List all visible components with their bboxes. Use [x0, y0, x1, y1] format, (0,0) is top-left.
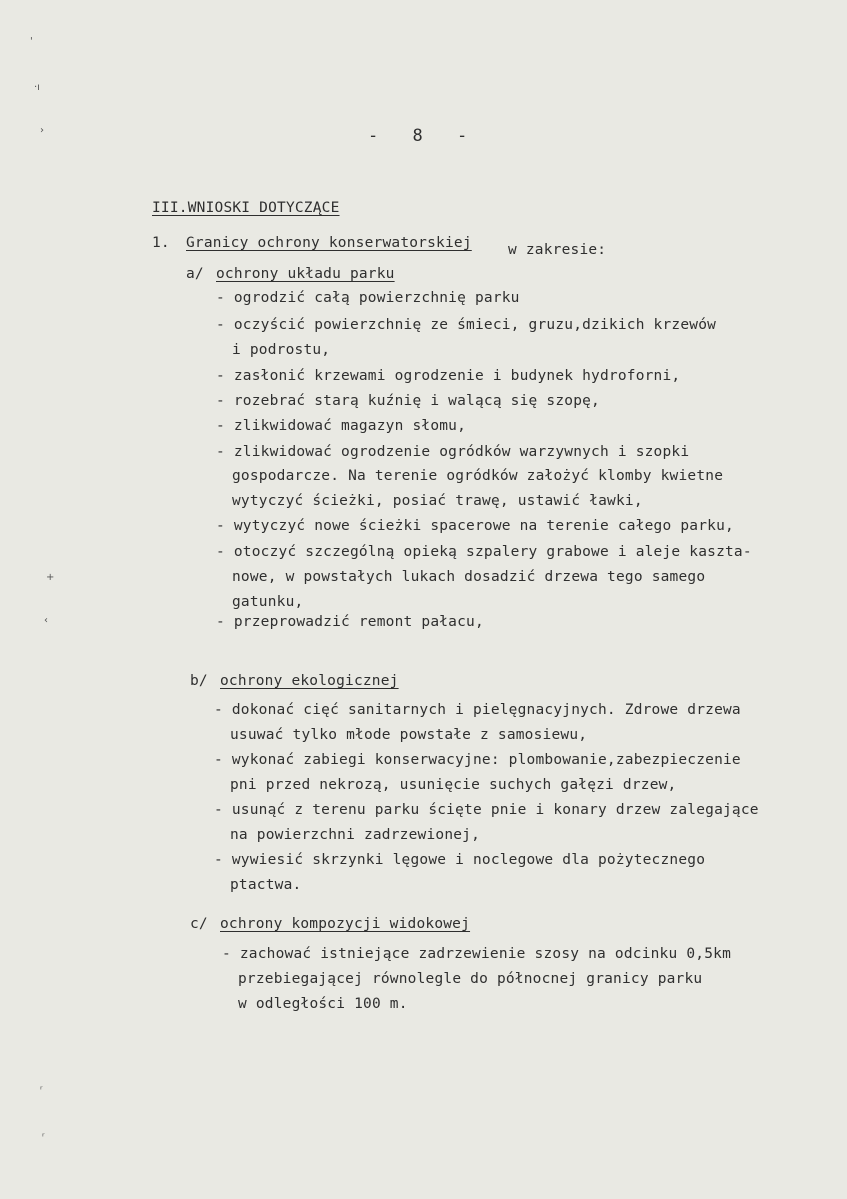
list-item: pni przed nekrozą, usunięcie suchych gałęzi drzew, — [230, 777, 677, 793]
list-item: ptactwa. — [230, 877, 302, 893]
list-item: - wywiesić skrzynki lęgowe i noclegowe dla pożytecznego — [214, 852, 706, 868]
margin-mark: ‹ — [44, 615, 48, 626]
list-item: - zlikwidować ogrodzenie ogródków warzywnych i szopki — [216, 444, 690, 460]
subsection-label: b/ — [190, 673, 208, 689]
list-item: gospodarcze. Na terenie ogródków założyć klomby kwietne — [232, 468, 724, 484]
list-item: w odległości 100 m. — [238, 996, 408, 1012]
list-item: - rozebrać starą kuźnię i walącą się szopę, — [216, 393, 600, 409]
point-title: Granicy ochrony konserwatorskiej — [186, 235, 472, 251]
list-item: nowe, w powstałych lukach dosadzić drzewa tego samego — [232, 569, 706, 585]
list-item: - usunąć z terenu parku ścięte pnie i konary drzew zalegające — [214, 802, 759, 818]
point-number: 1. — [152, 235, 170, 251]
margin-mark: ·ı — [34, 82, 40, 93]
list-item: - przeprowadzić remont pałacu, — [216, 614, 484, 630]
list-item: na powierzchni zadrzewionej, — [230, 827, 481, 843]
list-item: - otoczyć szczególną opieką szpalery grabowe i aleje kaszta- — [216, 544, 752, 560]
list-item: - dokonać cięć sanitarnych i pielęgnacyjnych. Zdrowe drzewa — [214, 702, 741, 718]
margin-mark: › — [40, 125, 44, 136]
list-item: - zlikwidować magazyn słomu, — [216, 418, 467, 434]
list-item: przebiegającej równolegle do północnej granicy parku — [238, 971, 703, 987]
subsection-title: ochrony układu parku — [216, 266, 395, 282]
page-number: - 8 - — [368, 126, 480, 146]
list-item: - zachować istniejące zadrzewienie szosy na odcinku 0,5km — [222, 946, 731, 962]
margin-mark: + — [46, 572, 55, 583]
subsection-title: ochrony ekologicznej — [220, 673, 399, 689]
margin-mark: ʳ — [40, 1085, 43, 1096]
margin-mark: ʳ — [42, 1132, 45, 1143]
margin-mark: ' — [30, 36, 33, 47]
list-item: - zasłonić krzewami ogrodzenie i budynek hydroforni, — [216, 368, 681, 384]
list-item: wytyczyć ścieżki, posiać trawę, ustawić ławki, — [232, 493, 643, 509]
list-item: - oczyścić powierzchnię ze śmieci, gruzu,dzikich krzewów — [216, 317, 717, 333]
subsection-label: a/ — [186, 266, 204, 282]
subsection-label: c/ — [190, 916, 208, 932]
point-suffix: w zakresie: — [508, 242, 607, 258]
list-item: - wykonać zabiegi konserwacyjne: plombowanie,zabezpieczenie — [214, 752, 741, 768]
subsection-title: ochrony kompozycji widokowej — [220, 916, 471, 932]
list-item: - ogrodzić całą powierzchnię parku — [216, 290, 520, 306]
list-item: - wytyczyć nowe ścieżki spacerowe na terenie całego parku, — [216, 518, 734, 534]
section-title: III.WNIOSKI DOTYCZĄCE — [152, 200, 340, 216]
list-item: usuwać tylko młode powstałe z samosiewu, — [230, 727, 588, 743]
list-item: i podrostu, — [232, 342, 331, 358]
list-item: gatunku, — [232, 594, 304, 610]
